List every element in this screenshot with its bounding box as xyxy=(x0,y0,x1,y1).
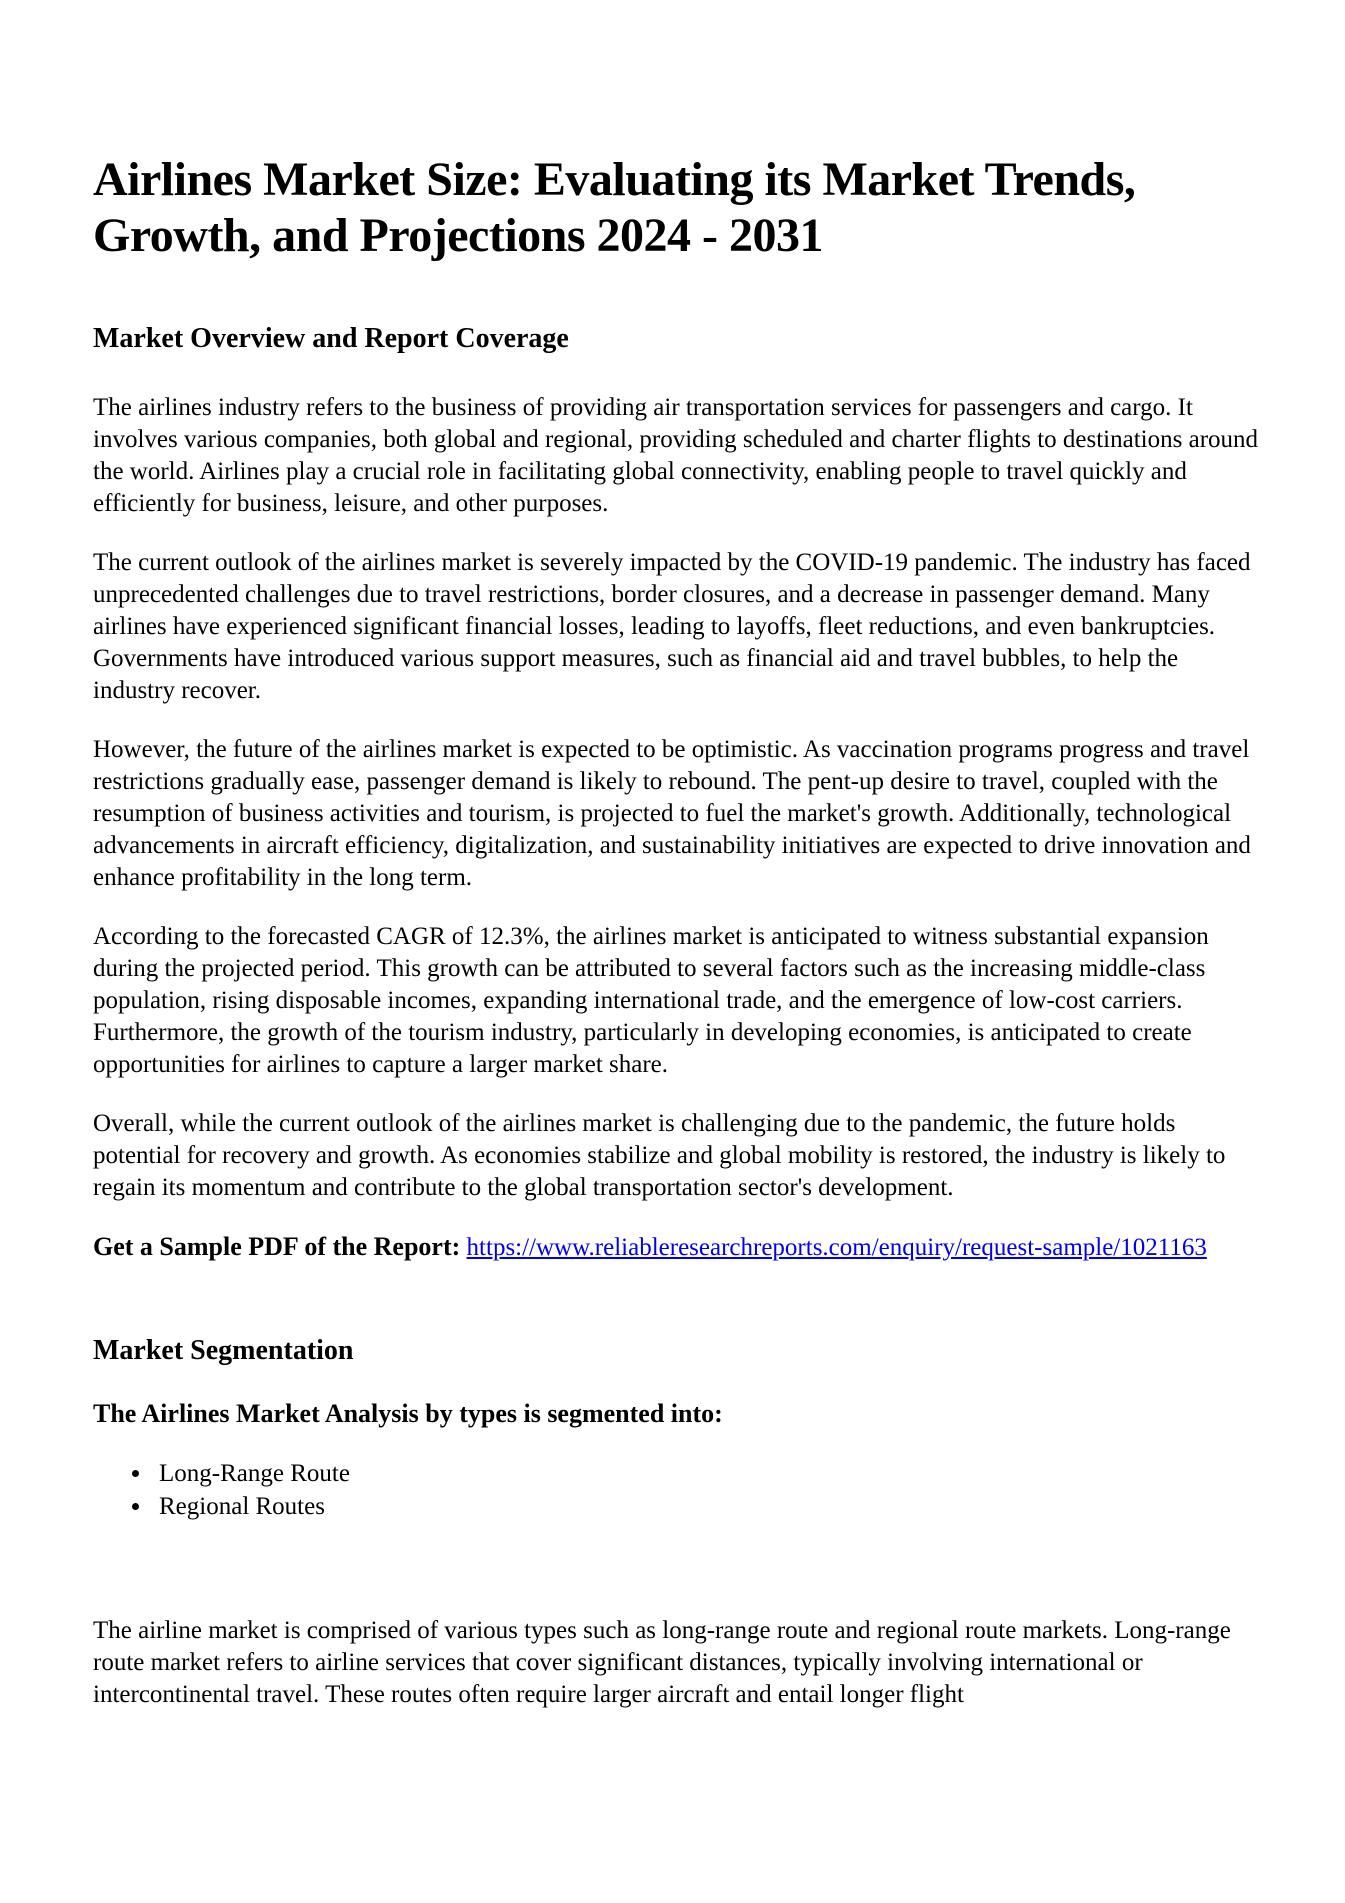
report-title: Airlines Market Size: Evaluating its Market Trends, Growth, and Projections 2024 - 2031 xyxy=(93,153,1136,263)
paragraph-industry-definition: The airlines industry refers to the business of providing air transportation services for passengers and cargo. It involves various companies, both global and regional, providing scheduled and charter flights to destinations around the world. Airlines play a crucial role in facilitating global connectivity, enabling people to travel quickly and efficiently for business, leisure, and other purposes. xyxy=(93,394,1259,518)
sample-pdf-label: Get a Sample PDF of the Report: xyxy=(93,1232,461,1262)
paragraph-cagr-growth: According to the forecasted CAGR of 12.3%, the airlines market is anticipated to witness substantial expansion during the projected period. This growth can be attributed to several factors such as the increasing middle-class population, rising disposable incomes, expanding international trade, and the emergence of low-cost carriers. Furthermore, the growth of the tourism industry, particularly in developing economies, is anticipated to create opportunities for airlines to capture a larger market share. xyxy=(93,923,1209,1079)
list-item-long-range-route: • Long-Range Route xyxy=(153,1457,1263,1490)
paragraph-future-outlook: However, the future of the airlines market is expected to be optimistic. As vaccination programs progress and travel restrictions gradually ease, passenger demand is likely to rebound. The pent-up desire to travel, coupled with the resumption of business activities and tourism, is projected to fuel the market's growth. Additionally, technological advancements in aircraft efficiency, digitalization, and sustainability initiatives are expected to drive innovation and enhance profitability in the long term. xyxy=(93,736,1251,892)
section-heading-market-segmentation: Market Segmentation xyxy=(93,1335,354,1367)
section-heading-market-overview: Market Overview and Report Coverage xyxy=(93,323,569,355)
list-item-regional-routes: • Regional Routes xyxy=(153,1490,1263,1523)
paragraph-current-outlook: The current outlook of the airlines market is severely impacted by the COVID-19 pandemic. The industry has faced unprecedented challenges due to travel restrictions, border closures, and a decrease in passenger demand. Many airlines have experienced significant financial losses, leading to layoffs, fleet reductions, and even bankruptcies. Governments have introduced various support measures, such as financial aid and travel bubbles, to help the industry recover. xyxy=(93,549,1251,705)
types-list xyxy=(93,1457,1263,1523)
types-segmentation-intro: The Airlines Market Analysis by types is segmented into: xyxy=(93,1399,723,1429)
sample-pdf-line xyxy=(93,1231,1263,1264)
paragraph-types-description: The airline market is comprised of various types such as long-range route and regional route markets. Long-range route market refers to airline services that cover significant distances, typically involving international or intercontinental travel. These routes often require larger aircraft and entail longer flight xyxy=(93,1617,1231,1709)
sample-pdf-link[interactable]: https://www.reliableresearchreports.com/enquiry/request-sample/1021163 xyxy=(466,1234,1207,1262)
paragraph-overall-summary: Overall, while the current outlook of the airlines market is challenging due to the pandemic, the future holds potential for recovery and growth. As economies stabilize and global mobility is restored, the industry is likely to regain its momentum and contribute to the global transportation sector's development. xyxy=(93,1110,1226,1202)
